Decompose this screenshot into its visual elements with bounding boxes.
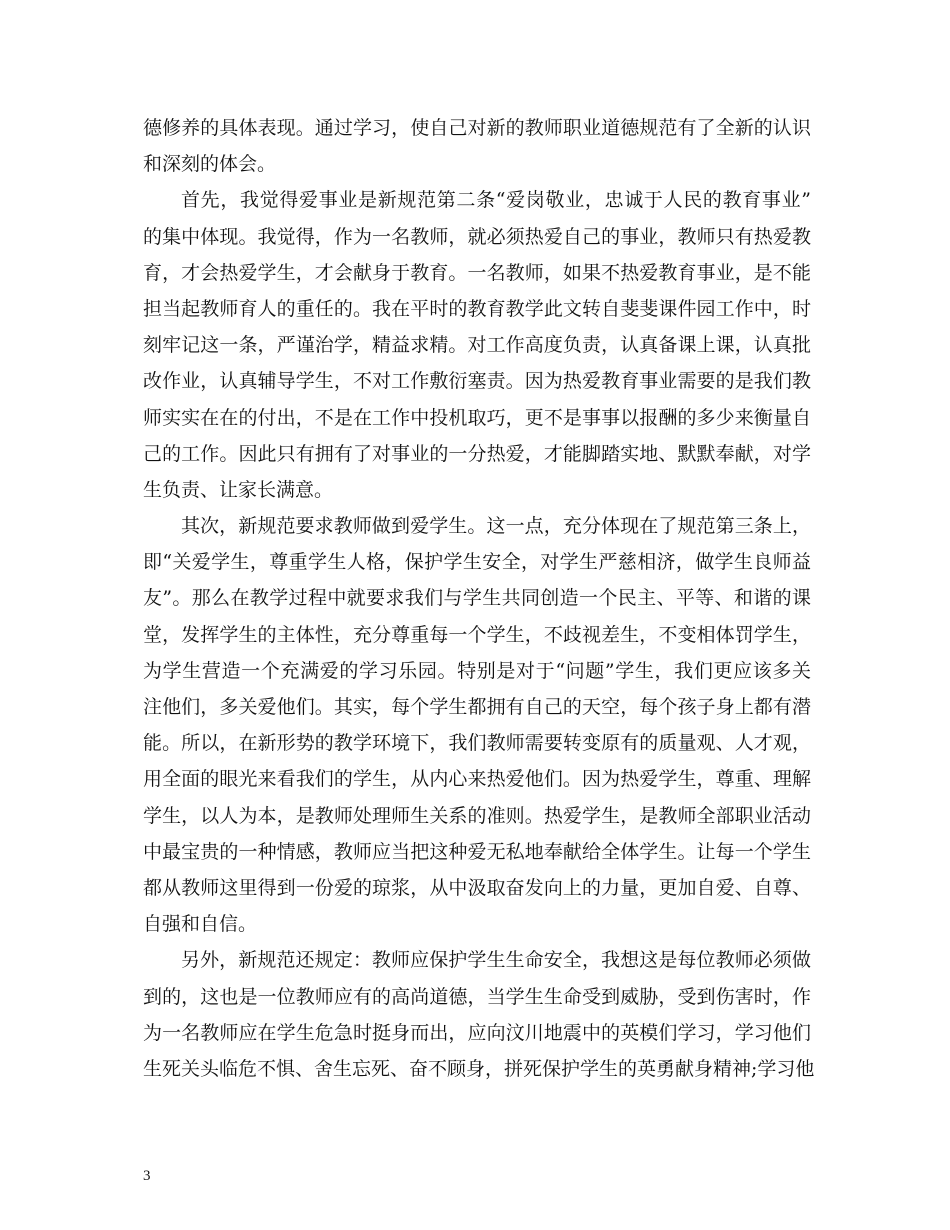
text-line: 生负责、让家长满意。 <box>143 478 334 501</box>
text-line: 和深刻的体会。 <box>143 153 277 176</box>
text-line: 学生，以人为本，是教师处理师生关系的准则。热爱学生，是教师全部职业活动 <box>143 804 811 827</box>
text-line: 改作业，认真辅导学生，不对工作敷衍塞责。因为热爱教育事业需要的是我们教 <box>143 370 811 393</box>
text-line: 友”。那么在教学过程中就要求我们与学生共同创造一个民主、平等、和谐的课 <box>143 587 811 610</box>
text-line: 为学生营造一个充满爱的学习乐园。特别是对于“问题”学生，我们更应该多关 <box>143 659 811 682</box>
text-line: 师实实在在的付出，不是在工作中投机取巧，更不是事事以报酬的多少来衡量自 <box>143 406 811 429</box>
text-line: 中最宝贵的一种情感，教师应当把这种爱无私地奉献给全体学生。让每一个学生 <box>143 840 811 863</box>
text-line: 能。所以，在新形势的教学环境下，我们教师需要转变原有的质量观、人才观， <box>143 732 811 755</box>
text-line: 都从教师这里得到一份爱的琼浆，从中汲取奋发向上的力量，更加自爱、自尊、 <box>143 876 811 899</box>
page-number: 3 <box>143 1168 151 1184</box>
text-line: 首先，我觉得爱事业是新规范第二条“爱岗敬业，忠诚于人民的教育事业” <box>181 189 811 212</box>
text-line: 另外，新规范还规定：教师应保护学生生命安全，我想这是每位教师必须做 <box>181 949 811 972</box>
text-line: 其次，新规范要求教师做到爱学生。这一点，充分体现在了规范第三条上， <box>181 515 811 538</box>
text-line: 为一名教师应在学生危急时挺身而出，应向汶川地震中的英模们学习，学习他们 <box>143 1021 811 1044</box>
paragraph <box>143 182 811 508</box>
text-line: 德修养的具体表现。通过学习，使自己对新的教师职业道德规范有了全新的认识 <box>143 117 811 139</box>
paragraph <box>143 110 811 182</box>
text-line: 堂，发挥学生的主体性，充分尊重每一个学生，不歧视差生，不变相体罚学生， <box>143 623 811 646</box>
text-line: 刻牢记这一条，严谨治学，精益求精。对工作高度负责，认真备课上课，认真批 <box>143 334 811 357</box>
text-line: 己的工作。因此只有拥有了对事业的一分热爱，才能脚踏实地、默默奉献，对学 <box>143 442 811 465</box>
text-line: 生死关头临危不惧、舍生忘死、奋不顾身，拼死保护学生的英勇献身精神;学习他 <box>143 1057 815 1080</box>
body-text <box>143 110 815 1087</box>
text-line: 到的，这也是一位教师应有的高尚道德，当学生生命受到威胁，受到伤害时，作 <box>143 985 811 1008</box>
text-line: 注他们，多关爱他们。其实，每个学生都拥有自己的天空，每个孩子身上都有潜 <box>143 696 811 718</box>
text-line: 育，才会热爱学生，才会献身于教育。一名教师，如果不热爱教育事业，是不能 <box>143 261 811 284</box>
text-line: 即“关爱学生，尊重学生人格，保护学生安全，对学生严慈相济，做学生良师益 <box>143 551 811 574</box>
text-line: 自强和自信。 <box>143 913 258 936</box>
text-line: 用全面的眼光来看我们的学生，从内心来热爱他们。因为热爱学生，尊重、理解 <box>143 768 811 791</box>
text-line: 担当起教师育人的重任的。我在平时的教育教学此文转自斐斐课件园工作中，时 <box>143 297 811 320</box>
text-line: 的集中体现。我觉得，作为一名教师，就必须热爱自己的事业，教师只有热爱教 <box>143 225 811 248</box>
paragraph <box>143 508 811 942</box>
paragraph <box>143 942 815 1087</box>
